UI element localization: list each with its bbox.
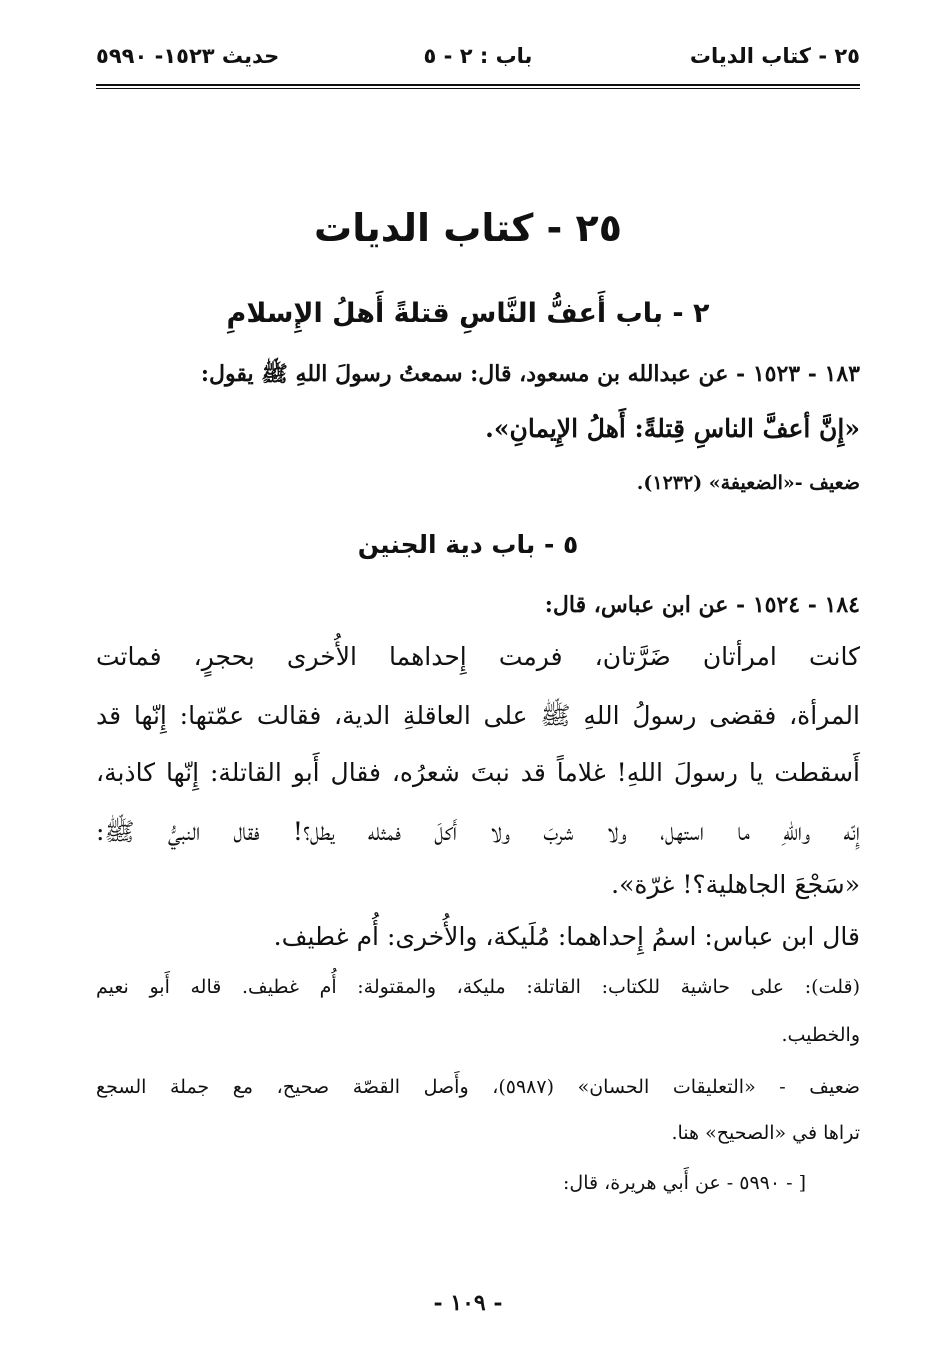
chapter-title-5: ٥ - باب دية الجنين <box>357 530 579 559</box>
hadith-5990-intro: [ - ٥٩٩٠ - عن أَبي هريرة، قال: <box>562 1172 806 1194</box>
hadith-184-text-line: «سَجْعَ الجاهلية؟! غرّة». <box>611 870 860 899</box>
editor-note-line: والخطيب. <box>781 1024 860 1046</box>
running-header <box>96 44 860 84</box>
book-title: ٢٥ - كتاب الديات <box>314 206 622 250</box>
hadith-184-grading: ضعيف - «التعليقات الحسان» (٥٩٨٧)، وأَصل القصّة صحيح، مع جملة السجع <box>96 1076 860 1098</box>
header-divider <box>96 84 860 89</box>
chapter-title-2: ٢ - باب أَعفُّ النَّاسِ قتلةً أَهلُ الإِسلامِ <box>226 298 710 329</box>
hadith-183-grading: ضعيف -«الضعيفة» (١٢٣٢). <box>636 472 860 494</box>
hadith-184-text-line: إِنّه واللهِ ما استهل، ولا شربَ ولا أَكلَ فمثله يطل؟! فقال النبيُّ ﷺ: <box>96 817 860 846</box>
header-hadith-range: حديث ١٥٢٣- ٥٩٩٠ <box>96 44 280 68</box>
hadith-184-text-line: المرأة، فقضى رسولُ اللهِ ﷺ على العاقلةِ الدية، فقالت عمّتها: إِنّها قد <box>96 701 860 730</box>
hadith-184-grading: تراها في «الصحيح» هنا. <box>671 1122 860 1144</box>
header-book-title: ٢٥ - كتاب الديات <box>689 44 860 68</box>
hadith-184-text-line: أَسقطت يا رسولَ اللهِ! غلاماً قد نبتَ شعرُه، فقال أَبو القاتلة: إِنّها كاذبة، <box>96 758 860 787</box>
editor-note-line: (قلت): على حاشية للكتاب: القاتلة: مليكة، والمقتولة: أُم غطيف. قاله أَبو نعيم <box>96 976 860 998</box>
hadith-184-ibn-abbas-note: قال ابن عباس: اسمُ إِحداهما: مُلَيكة، والأُخرى: أُم غطيف. <box>273 922 860 951</box>
hadith-183-intro: ١٨٣ - ١٥٢٣ - عن عبدالله بن مسعود، قال: سمعتُ رسولَ اللهِ ﷺ يقول: <box>200 361 860 387</box>
page-number: - ١٠٩ - <box>433 1290 503 1316</box>
hadith-183-text: «إِنَّ أعفَّ الناسِ قِتلةً: أَهلُ الإِيمانِ». <box>485 414 860 443</box>
header-chapter-range: باب : ٢ - ٥ <box>423 44 533 68</box>
hadith-184-text-line: كانت امرأتان ضَرَّتان، فرمت إِحداهما الأُخرى بحجرٍ، فماتت <box>96 642 860 671</box>
hadith-184-intro: ١٨٤ - ١٥٢٤ - عن ابن عباس، قال: <box>544 592 860 618</box>
